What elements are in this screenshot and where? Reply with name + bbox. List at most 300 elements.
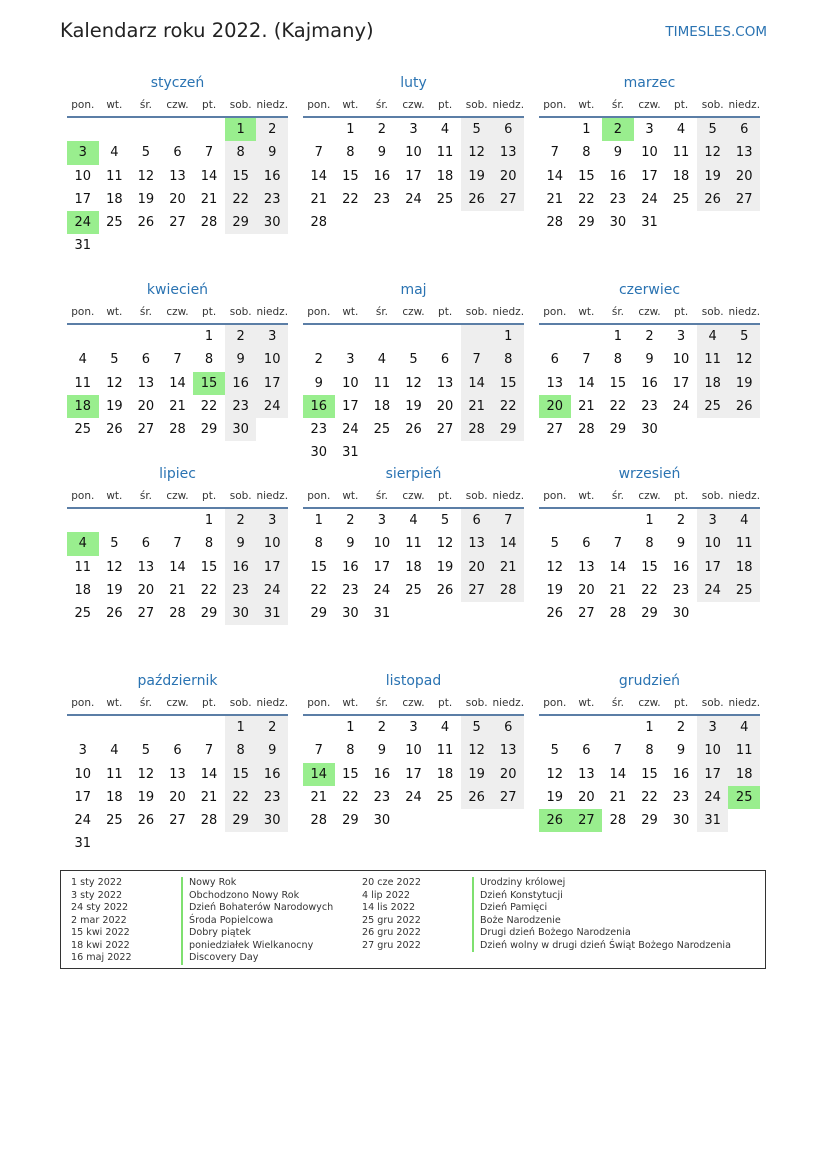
day-cell: 11 [436,145,454,161]
day-cell: 9 [225,532,257,555]
weekday-label: niedz. [728,99,761,111]
day-cell: 17 [697,556,729,579]
weekday-label: pt. [438,697,453,709]
day-cell: 8 [582,145,591,161]
weekday-label: pt. [674,306,689,318]
day-cell: 3 [697,716,729,739]
day-cell: 10 [697,532,729,555]
day-cell: 3 [645,122,654,137]
day-cell: 25 [106,813,123,829]
weekday-label: wt. [106,306,123,318]
day-cell: 12 [106,375,123,391]
day-cell: 25 [436,789,454,805]
weekday-label: sob. [465,99,488,111]
day-cell: 28 [310,215,328,231]
empty-cell [162,509,194,532]
weekday-label: czw. [638,697,661,709]
day-cell: 3 [256,509,288,532]
day-cell: 18 [74,582,92,598]
day-cell: 20 [492,763,524,786]
day-cell: 30 [342,606,359,622]
weekday-label: sob. [465,697,488,709]
day-cell: 21 [609,582,627,598]
weekday-label: czw. [402,306,425,318]
day-cell: 23 [225,395,257,418]
empty-cell [398,325,430,348]
day-cell: 23 [225,579,257,602]
legend-date: 15 kwi 2022 [71,927,130,938]
month-name: czerwiec [618,282,681,298]
day-cell: 11 [405,536,422,552]
day-cell: 16 [373,766,391,782]
empty-cell [162,716,194,739]
empty-cell [461,325,493,348]
day-cell: 11 [106,168,123,184]
day-cell: 18 [106,789,123,805]
day-cell: 18 [67,395,99,418]
empty-cell [571,509,603,532]
day-cell: 1 [346,122,355,137]
weekday-label: niedz. [256,490,289,502]
weekday-label: niedz. [256,99,289,111]
days-grid [67,509,288,625]
empty-cell [303,716,335,739]
weekday-label: pon. [543,306,567,318]
legend-holiday-name: Urodziny królowej [472,877,565,890]
day-cell: 28 [200,215,218,231]
weekday-label: czw. [402,697,425,709]
day-cell: 17 [405,168,422,184]
day-cell: 23 [373,789,391,805]
legend-date: 24 sty 2022 [71,902,129,913]
day-cell: 21 [546,191,564,207]
month-name: luty [400,75,427,91]
day-cell: 23 [672,582,690,598]
day-cell: 2 [225,509,257,532]
month-name: marzec [623,75,676,91]
day-cell: 10 [405,743,422,759]
day-cell: 30 [225,602,257,625]
weekday-label: sob. [701,697,724,709]
day-cell: 5 [440,513,450,528]
empty-cell [303,325,335,348]
day-cell: 10 [74,168,92,184]
day-cell: 14 [492,532,524,555]
empty-cell [539,716,571,739]
legend-date: 18 kwi 2022 [71,939,130,951]
day-cell: 4 [110,743,119,759]
weekday-label: niedz. [492,306,525,318]
day-cell: 4 [676,122,686,137]
day-cell: 15 [492,372,524,395]
day-cell: 13 [169,766,186,782]
day-cell: 26 [728,395,760,418]
day-cell: 6 [461,509,493,532]
empty-cell [728,211,760,234]
month-name: maj [400,282,427,298]
day-cell: 22 [609,398,627,414]
weekday-label: śr. [375,697,389,709]
day-cell: 21 [169,582,186,598]
day-cell: 22 [492,395,524,418]
weekday-label: niedz. [492,490,525,502]
day-cell: 23 [373,191,391,207]
day-cell: 12 [728,348,760,371]
days-grid [539,716,760,832]
empty-cell [67,716,99,739]
day-cell: 10 [74,766,92,782]
weekday-label: sob. [229,99,252,111]
day-cell: 8 [645,536,654,552]
day-cell: 18 [436,766,454,782]
day-cell: 11 [436,743,454,759]
empty-cell [492,211,524,234]
weekday-label: sob. [465,490,488,502]
day-cell: 28 [609,813,627,829]
empty-cell [193,832,225,855]
legend-date: 3 sty 2022 [71,889,123,901]
day-cell: 6 [141,536,151,552]
day-cell: 8 [314,536,323,552]
empty-cell [130,234,162,257]
day-cell: 19 [728,372,760,395]
day-cell: 24 [641,191,658,207]
day-cell: 12 [137,766,155,782]
empty-cell [256,832,288,855]
day-cell: 18 [728,763,760,786]
day-cell: 2 [377,720,387,735]
day-cell: 20 [137,582,155,598]
legend-holiday-name: Dzień Konstytucji [472,890,563,903]
day-cell: 24 [672,398,690,414]
day-cell: 30 [609,215,627,231]
weekday-label: czw. [638,99,661,111]
empty-cell [461,809,493,832]
day-cell: 14 [578,375,595,391]
empty-cell [429,602,461,625]
day-cell: 24 [256,579,288,602]
day-cell: 23 [641,398,658,414]
empty-cell [539,118,571,141]
day-cell: 29 [609,422,627,438]
day-cell: 9 [676,536,686,552]
legend-holiday-name: poniedziałek Wielkanocny [181,940,313,953]
weekday-label: pon. [71,697,95,709]
day-cell: 15 [342,766,359,782]
day-cell: 1 [346,720,355,735]
day-cell: 8 [204,536,214,552]
day-cell: 4 [409,513,418,528]
day-cell: 20 [137,398,155,414]
legend-date: 14 lis 2022 [362,902,416,913]
day-cell: 31 [697,809,729,832]
day-cell: 12 [106,559,123,575]
day-cell: 10 [405,145,422,161]
weekday-label: niedz. [256,306,289,318]
site-link[interactable]: TIMESLES.COM [665,24,767,40]
month-name: październik [137,673,218,689]
day-cell: 5 [110,536,119,552]
empty-cell [130,832,162,855]
day-cell: 29 [641,813,658,829]
day-cell: 15 [609,375,627,391]
day-cell: 7 [173,352,182,368]
days-grid [67,716,288,856]
day-cell: 30 [672,606,690,622]
day-cell: 22 [310,582,328,598]
day-cell: 10 [256,348,288,371]
weekday-label: śr. [611,490,625,502]
legend-date: 25 gru 2022 [362,914,421,926]
day-cell: 15 [641,766,658,782]
legend-holiday-name: Dzień wolny w drugi dzień Świąt Bożego Narodzenia [472,940,731,953]
day-cell: 9 [256,141,288,164]
day-cell: 23 [256,188,288,211]
day-cell: 24 [342,422,359,438]
day-cell: 2 [676,720,686,735]
weekday-label: wt. [342,99,359,111]
day-cell: 22 [641,789,658,805]
day-cell: 8 [346,743,355,759]
day-cell: 19 [106,582,123,598]
empty-cell [429,325,461,348]
day-cell: 22 [225,188,257,211]
days-grid [539,118,760,234]
empty-cell [665,211,697,234]
day-cell: 6 [492,118,524,141]
day-cell: 31 [256,602,288,625]
weekday-label: sob. [701,490,724,502]
day-cell: 3 [67,141,99,164]
day-cell: 12 [405,375,422,391]
day-cell: 6 [173,743,182,759]
day-cell: 28 [310,813,328,829]
day-cell: 2 [676,513,686,528]
day-cell: 14 [310,168,328,184]
day-cell: 23 [342,582,359,598]
day-cell: 27 [492,786,524,809]
weekday-label: wt. [578,697,595,709]
month-name: styczeń [150,75,205,91]
day-cell: 20 [728,165,760,188]
day-cell: 4 [377,352,387,368]
month-name: listopad [385,673,442,689]
day-cell: 3 [78,743,87,759]
day-cell: 26 [546,606,564,622]
weekday-label: czw. [166,99,189,111]
weekday-label: czw. [638,490,661,502]
day-cell: 29 [225,211,257,234]
empty-cell [99,716,131,739]
day-cell: 12 [546,766,564,782]
day-cell: 23 [310,422,328,438]
day-cell: 13 [169,168,186,184]
weekday-label: śr. [375,306,389,318]
weekday-label: niedz. [256,697,289,709]
empty-cell [461,211,493,234]
day-cell: 23 [256,786,288,809]
day-cell: 29 [578,215,595,231]
legend-date: 1 sty 2022 [71,877,123,888]
weekday-label: pt. [674,697,689,709]
day-cell: 14 [200,168,218,184]
day-cell: 24 [256,395,288,418]
day-cell: 13 [492,141,524,164]
day-cell: 8 [346,145,355,161]
month-11 [539,668,760,856]
day-cell: 7 [492,509,524,532]
day-cell: 4 [697,325,729,348]
day-cell: 20 [461,556,493,579]
empty-cell [225,234,257,257]
weekday-label: czw. [402,99,425,111]
day-cell: 25 [373,422,391,438]
day-cell: 5 [697,118,729,141]
weekday-header [67,692,288,716]
empty-cell [130,118,162,141]
day-cell: 31 [74,238,92,254]
day-cell: 8 [225,739,257,762]
empty-cell [429,809,461,832]
day-cell: 3 [409,720,418,735]
weekday-label: niedz. [492,697,525,709]
day-cell: 9 [256,739,288,762]
day-cell: 11 [672,145,690,161]
day-cell: 21 [169,398,186,414]
day-cell: 3 [676,329,686,344]
day-cell: 27 [461,579,493,602]
day-cell: 16 [373,168,391,184]
legend-holiday-name: Nowy Rok [181,877,236,890]
day-cell: 30 [256,809,288,832]
day-cell: 16 [342,559,359,575]
month-1 [303,70,524,277]
day-cell: 9 [225,348,257,371]
day-cell: 27 [571,809,603,832]
day-cell: 15 [578,168,595,184]
day-cell: 13 [436,375,454,391]
month-10 [303,668,524,856]
day-cell: 15 [200,559,218,575]
day-cell: 16 [641,375,658,391]
empty-cell [162,832,194,855]
day-cell: 27 [492,188,524,211]
day-cell: 8 [225,141,257,164]
empty-cell [162,234,194,257]
day-cell: 10 [641,145,658,161]
month-4 [303,277,524,461]
day-cell: 1 [613,329,623,344]
empty-cell [728,418,760,441]
empty-cell [130,716,162,739]
day-cell: 14 [169,559,186,575]
empty-cell [492,809,524,832]
month-name: kwiecień [146,282,209,298]
weekday-label: sob. [465,306,488,318]
day-cell: 26 [697,188,729,211]
day-cell: 26 [461,188,493,211]
day-cell: 22 [200,582,218,598]
empty-cell [398,602,430,625]
weekday-label: śr. [375,490,389,502]
day-cell: 15 [641,559,658,575]
day-cell: 7 [204,743,214,759]
empty-cell [366,325,398,348]
day-cell: 19 [436,559,454,575]
empty-cell [162,325,194,348]
day-cell: 19 [137,789,155,805]
day-cell: 5 [141,743,151,759]
empty-cell [67,118,99,141]
day-cell: 9 [613,145,623,161]
day-cell: 10 [256,532,288,555]
day-cell: 28 [609,606,627,622]
day-cell: 13 [461,532,493,555]
day-cell: 9 [377,145,387,161]
day-cell: 2 [645,329,654,344]
legend-holiday-name: Dobry piątek [181,927,251,940]
day-cell: 19 [546,582,564,598]
months-grid [67,70,761,856]
day-cell: 21 [200,191,218,207]
day-cell: 9 [676,743,686,759]
empty-cell [193,234,225,257]
day-cell: 6 [728,118,760,141]
day-cell: 17 [373,559,391,575]
day-cell: 17 [405,766,422,782]
weekday-label: wt. [106,99,123,111]
month-name: grudzień [618,673,681,689]
weekday-label: czw. [166,697,189,709]
weekday-label: pon. [543,490,567,502]
day-cell: 8 [204,352,214,368]
empty-cell [461,602,493,625]
day-cell: 16 [256,763,288,786]
day-cell: 6 [582,536,591,552]
weekday-label: pon. [543,99,567,111]
month-name: wrzesień [618,466,681,482]
weekday-label: czw. [402,490,425,502]
day-cell: 4 [728,509,760,532]
empty-cell [335,325,367,348]
weekday-label: pt. [438,99,453,111]
day-cell: 4 [728,716,760,739]
day-cell: 11 [728,739,760,762]
weekday-label: pt. [202,490,217,502]
month-7 [303,461,524,668]
day-cell: 13 [492,739,524,762]
legend-holiday-name: Dzień Pamięci [472,902,547,915]
day-cell: 15 [310,559,328,575]
day-cell: 9 [645,352,654,368]
day-cell: 27 [436,422,454,438]
day-cell: 29 [225,809,257,832]
weekday-label: pon. [71,306,95,318]
day-cell: 5 [461,118,493,141]
day-cell: 18 [436,168,454,184]
day-cell: 14 [461,372,493,395]
day-cell: 1 [645,513,654,528]
weekday-label: sob. [229,306,252,318]
weekday-label: pon. [307,697,331,709]
weekday-header [67,485,288,509]
day-cell: 30 [310,445,328,461]
day-cell: 19 [461,165,493,188]
day-cell: 21 [609,789,627,805]
day-cell: 20 [169,789,186,805]
empty-cell [225,832,257,855]
weekday-header [67,301,288,325]
